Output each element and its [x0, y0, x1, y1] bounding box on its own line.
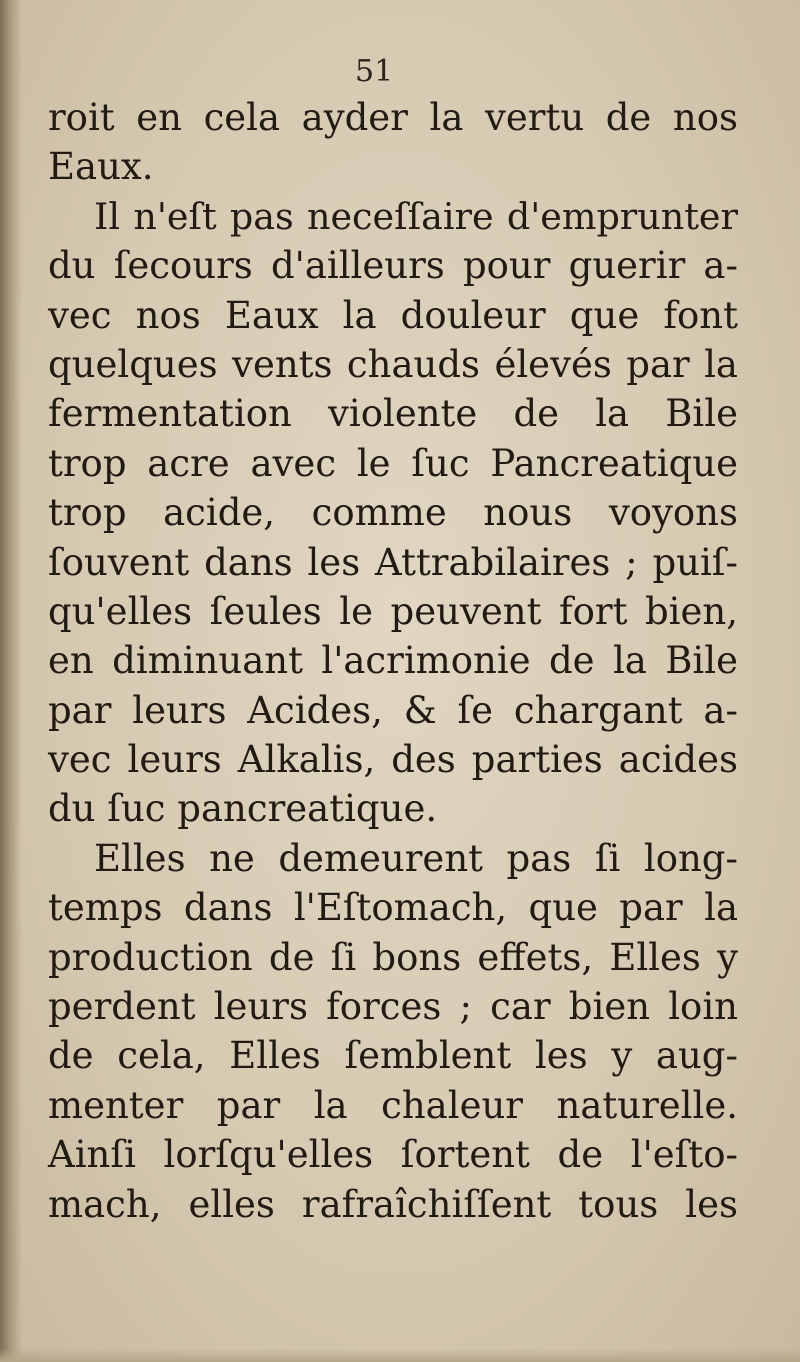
text-line: temps dans l'Eſtomach, que par la	[48, 886, 738, 930]
text-line: vec nos Eaux la douleur que font	[48, 293, 738, 337]
text-line: ſouvent dans les Attrabilaires ; puiſ-	[48, 540, 738, 584]
text-line: mach, elles rafraîchiſſent tous les	[48, 1182, 738, 1226]
text-line: de cela, Elles ſemblent les y aug-	[48, 1034, 738, 1078]
text-line: fermentation violente de la Bile	[48, 392, 738, 436]
body-text	[48, 93, 738, 1229]
text-line: Il n'eſt pas neceſſaire d'emprunter	[94, 194, 738, 238]
page-bottom-shadow	[0, 1348, 800, 1362]
text-line: Eaux.	[48, 145, 154, 189]
text-line: Ainſi lorſqu'elles ſortent de l'eſto-	[48, 1133, 738, 1177]
text-line: perdent leurs forces ; car bien loin	[48, 985, 738, 1029]
text-line: par leurs Acides, & ſe chargant a-	[48, 688, 738, 732]
text-line: menter par la chaleur naturelle.	[48, 1083, 738, 1127]
text-line: quelques vents chauds élevés par la	[48, 342, 738, 386]
text-line: roit en cela ayder la vertu de nos	[48, 96, 738, 139]
text-line: trop acide, comme nous voyons	[48, 491, 738, 535]
text-line: du ſecours d'ailleurs pour guerir a-	[48, 244, 738, 288]
text-line: du ſuc pancreatique.	[48, 787, 438, 831]
page-number: 51	[355, 54, 394, 89]
page-binding-shadow	[0, 0, 22, 1362]
text-line: trop acre avec le ſuc Pancreatique	[48, 441, 738, 485]
text-line: production de ſi bons effets, Elles y	[48, 935, 738, 979]
text-line: vec leurs Alkalis, des parties acides	[48, 738, 738, 782]
text-line: en diminuant l'acrimonie de la Bile	[48, 639, 738, 683]
text-line: Elles ne demeurent pas ſi long-	[94, 836, 738, 880]
text-line: qu'elles ſeules le peuvent fort bien,	[48, 589, 738, 633]
